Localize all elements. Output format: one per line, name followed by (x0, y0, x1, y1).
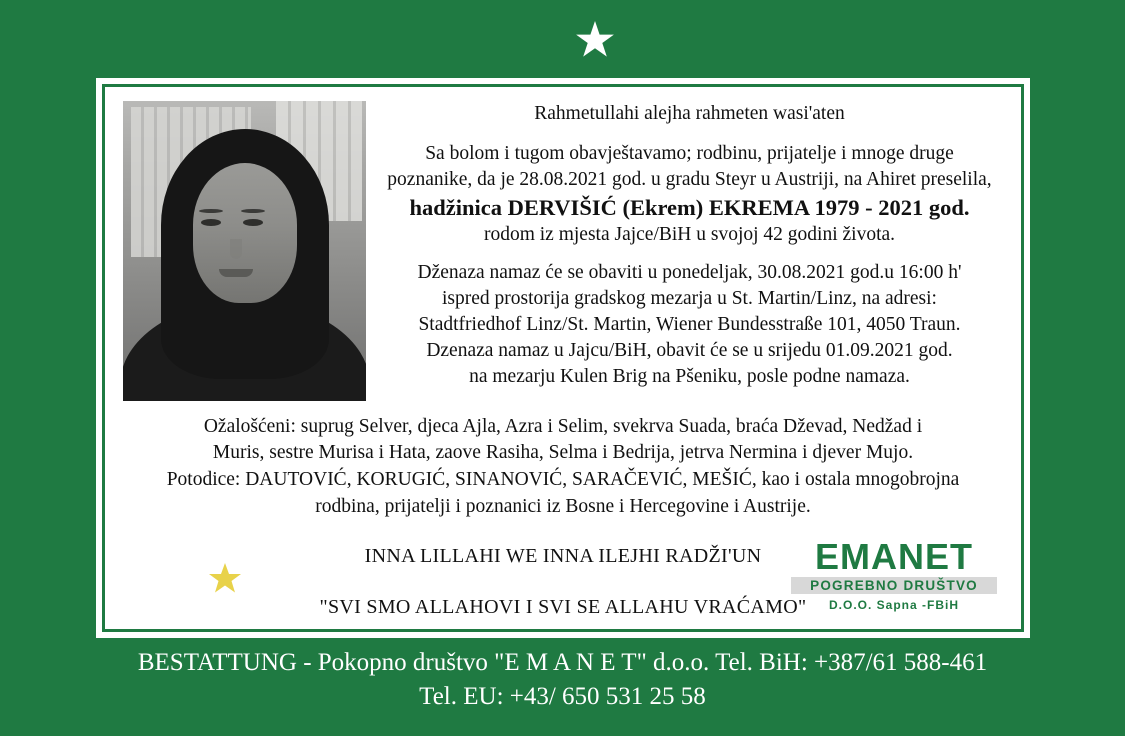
emanet-sub2: D.O.O. Sapna -FBiH (828, 598, 959, 613)
notice-intro-line2: poznanike, da je 28.08.2021 god. u gradu Steyr u Austriji, na Ahiret preselila, (387, 168, 992, 190)
funeral-line-2: ispred prostorija gradskog mezarja u St. Martin/Linz, na adresi: (442, 287, 937, 309)
mourners-block (123, 414, 1003, 522)
mourners-line-2: Muris, sestre Murisa i Hata, zaove Rasiha, Selma i Bedrija, jetrva Nermina i djever Mujo. (212, 442, 914, 464)
card-footer-row (123, 537, 1003, 633)
funeral-line-1: Dženaza namaz će se obaviti u ponedeljak, 30.08.2021 god.u 16:00 h' (417, 261, 962, 283)
obituary-card-inner (102, 84, 1024, 632)
families-line-1: Potodice: DAUTOVIĆ, KORUGIĆ, SINANOVIĆ, SARAČEVIĆ, MEŠIĆ, kao i ostala mnogobrojna (166, 469, 960, 491)
notice-intro-line1: Sa bolom i tugom obavještavamo; rodbinu, prijatelje i mnoge druge (425, 142, 954, 164)
funeral-line-3: Stadtfriedhof Linz/St. Martin, Wiener Bundesstraße 101, 4050 Traun. (418, 313, 961, 335)
portrait-photo (123, 101, 366, 401)
deceased-name: hadžinica DERVIŠIĆ (Ekrem) EKREMA 1979 - 2021 god. (409, 194, 970, 220)
footer-line-1: BESTATTUNG - Pokopno društvo "E M A N E T" d.o.o. Tel. BiH: +387/61 588-461 (137, 649, 988, 676)
funeral-details (382, 260, 997, 390)
slogan-arabic: INNA LILLAHI WE INNA ILEJHI RADŽI'UN (364, 545, 762, 568)
crescent-star-icon (503, 9, 623, 75)
families-line-2: rodbina, prijatelji i poznanici iz Bosne i Hercegovine i Austrije. (315, 496, 811, 518)
notice-origin: rodom iz mjesta Jajce/BiH u svojoj 42 godini života. (483, 224, 896, 246)
funeral-line-5: na mezarju Kulen Brig na Pšeniku, posle podne namaza. (469, 365, 910, 387)
footer-line-2: Tel. EU: +43/ 650 531 25 58 (419, 683, 706, 710)
funeral-line-4: Dzenaza namaz u Jajcu/BiH, obavit će se u srijedu 01.09.2021 god. (426, 339, 953, 361)
mourners-line-1: Ožalošćeni: suprug Selver, djeca Ajla, Azra i Selim, svekrva Suada, braća Dževad, Nedžad i (203, 415, 923, 437)
notice-intro (382, 141, 997, 248)
obituary-card (96, 78, 1030, 638)
slogan-bosnian: "SVI SMO ALLAHOVI I SVI SE ALLAHU VRAĆAMO" (319, 596, 807, 619)
top-row (123, 101, 1003, 402)
notice-headline: Rahmetullahi alejha rahmeten wasi'aten (534, 103, 845, 124)
emanet-sub1: POGREBNO DRUŠTVO (791, 577, 997, 594)
emanet-logo (791, 536, 997, 617)
emanet-brand: EMANET (815, 536, 973, 578)
top-emblem (0, 6, 1125, 78)
footer-contact (0, 648, 1125, 716)
notice-text-column (366, 101, 1003, 402)
